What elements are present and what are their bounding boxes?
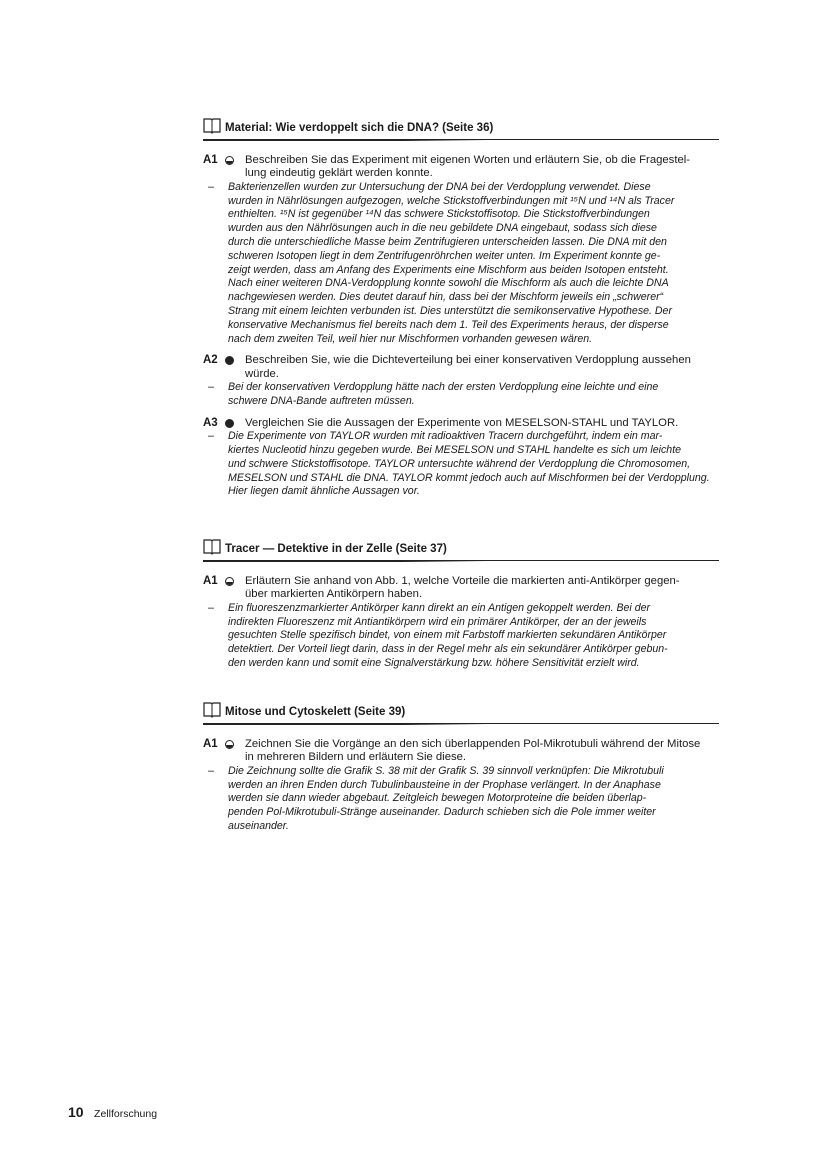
difficulty-half-circle-icon	[225, 740, 234, 749]
task-answer	[208, 381, 719, 409]
section-tracer	[203, 539, 719, 671]
question-line: lung eindeutig geklärt werden konnte.	[245, 167, 433, 180]
answer-line: detektiert. Der Vorteil liegt darin, dass in der Regel mehr als ein sekundärer Antikörper gebun-	[228, 643, 668, 656]
book-icon	[203, 702, 221, 718]
answer-line: enthielten. ¹⁵N ist gegenüber ¹⁴N das schwere Stickstoffisotop. Die Stickstoffverbindungen	[228, 208, 650, 221]
answer-line: Die Zeichnung sollte die Grafik S. 38 mit der Grafik S. 39 sinnvoll verknüpfen: Die Mikrotubuli	[228, 764, 664, 777]
task-a3	[203, 417, 719, 499]
question-line: Vergleichen Sie die Aussagen der Experimente von MESELSON-STAHL und TAYLOR.	[245, 416, 679, 429]
task-id: A1	[203, 738, 218, 750]
section-header	[203, 702, 719, 726]
answer-line: zeigt werden, dass am Anfang des Experiments eine Mischform aus beiden Isotopen entsteht.	[228, 263, 669, 276]
answer-line: nach dem zweiten Teil, weil hier nur Mischformen vorhanden gewesen wären.	[228, 332, 593, 345]
answer-line: auseinander.	[228, 820, 289, 832]
section-mitosis-cytoskeleton	[203, 702, 719, 834]
section-header	[203, 118, 719, 142]
task-question	[245, 354, 719, 381]
section-title: Mitose und Cytoskelett (Seite 39)	[225, 706, 406, 718]
task-question	[245, 154, 719, 181]
answer-dash-marker: –	[208, 180, 214, 193]
question-line: Beschreiben Sie, wie die Dichteverteilung bei einer konservativen Verdopplung aussehen	[245, 354, 691, 367]
answer-dash-marker: –	[208, 601, 214, 614]
task-answer	[208, 180, 719, 347]
answer-line: Die Experimente von TAYLOR wurden mit radioaktiven Tracern durchgeführt, indem ein mar-	[228, 430, 663, 443]
task-a1	[203, 154, 719, 346]
difficulty-half-circle-icon	[225, 156, 234, 165]
answer-line: durch die unterschiedliche Masse beim Zentrifugieren unterscheiden lassen. Die DNA mit den	[228, 236, 667, 248]
answer-line: Nach einer weiteren DNA-Verdopplung konnte sowohl die Mischform als auch die leichte DNA	[228, 277, 669, 290]
answer-line: kiertes Nucleotid hinzu gegeben wurde. Bei MESELSON und STAHL handelte es sich um leichte	[228, 443, 682, 456]
answer-line: Bei der konservativen Verdopplung hätte nach der ersten Verdopplung eine leichte und eine	[228, 381, 659, 394]
task-id: A3	[203, 416, 218, 429]
answer-line: nachgewiesen werden. Dies deutet darauf hin, dass bei der Mischform jeweils ein „schwerer“	[228, 291, 664, 304]
task-a1	[203, 575, 719, 671]
section-divider-accent	[203, 723, 487, 725]
difficulty-full-circle-icon	[225, 356, 234, 365]
question-line: Erläutern Sie anhand von Abb. 1, welche Vorteile die markierten anti-Antikörper gegen-	[245, 575, 680, 587]
answer-dash-marker: –	[208, 764, 214, 777]
answer-line: konservative Mechanismus fiel bereits nach dem 1. Teil des Experiments heraus, der disperse	[228, 318, 669, 331]
task-answer	[208, 430, 719, 499]
answer-line: wurden in Nährlösungen aufgezogen, welche Stickstoffverbindungen mit ¹⁵N und ¹⁴N als Tracer	[228, 194, 675, 207]
task-question	[245, 575, 719, 602]
task-id: A1	[203, 154, 218, 166]
question-line: Beschreiben Sie das Experiment mit eigenen Worten und erläutern Sie, ob die Fragestel-	[245, 154, 691, 166]
difficulty-full-circle-icon	[225, 419, 234, 428]
section-divider-accent	[203, 139, 487, 141]
answer-line: gesuchten Stelle spezifisch bindet, von einem mit Farbstoff markierten sekundären Antikörper	[228, 629, 667, 642]
difficulty-half-circle-icon	[225, 577, 234, 586]
section-title: Material: Wie verdoppelt sich die DNA? (Seite 36)	[225, 122, 494, 134]
task-id: A1	[203, 575, 218, 587]
answer-line: schweren Isotopen liegt in dem Zentrifugenröhrchen weiter unten. Im Experiment konnte ge-	[228, 249, 661, 262]
answer-line: MESELSON und STAHL die DNA. TAYLOR kommt jedoch auch auf Mischformen bei der Verdopplung.	[228, 471, 710, 484]
question-line: würde.	[245, 367, 279, 380]
question-line: über markierten Antikörpern haben.	[245, 588, 423, 601]
task-id: A2	[203, 354, 218, 367]
answer-line: werden an ihren Enden durch Tubulinbausteine in der Prophase verlängert. In der Anaphase	[228, 778, 661, 791]
section-divider-accent	[203, 560, 487, 562]
answer-line: den werden kann und somit eine Signalverstärkung bzw. höhere Sensitivität erzielt wird.	[228, 657, 640, 669]
book-icon	[203, 118, 221, 134]
question-line: in mehreren Bildern und erläutern Sie diese.	[245, 751, 467, 764]
answer-line: Ein fluoreszenzmarkierter Antikörper kann direkt an ein Antigen gekoppelt werden. Bei der	[228, 601, 651, 614]
answer-line: schwere DNA-Bande auftreten müssen.	[228, 394, 415, 407]
answer-dash-marker: –	[208, 430, 214, 443]
answer-line: werden sie dann wieder abgebaut. Zeitgleich bewegen Motorproteine die beiden überlap-	[228, 792, 647, 805]
task-answer	[208, 601, 719, 671]
question-line: Zeichnen Sie die Vorgänge an den sich überlappenden Pol-Mikrotubuli während der Mitose	[245, 738, 701, 750]
answer-line: Strang mit einem leichten verbunden ist. Dies unterstützt die semikonservative Hypothese. Der	[228, 304, 672, 317]
answer-line: indirekten Fluoreszenz mit Antiantikörpern wird ein primärer Antikörper, der an der jeweils	[228, 615, 647, 628]
task-a1	[203, 738, 719, 834]
page-footer	[68, 1104, 157, 1122]
task-answer	[208, 764, 719, 834]
task-question	[245, 738, 719, 765]
answer-dash-marker: –	[208, 381, 214, 394]
task-a2	[203, 354, 719, 408]
answer-line: und schwere Stickstoffisotope. TAYLOR untersuchte während der Verdopplung die Chromosomen,	[228, 457, 691, 470]
chapter-title: Zellforschung	[94, 1108, 158, 1120]
task-question	[245, 417, 719, 430]
section-title: Tracer — Detektive in der Zelle (Seite 37)	[225, 543, 447, 555]
answer-line: Bakterienzellen wurden zur Untersuchung der DNA bei der Verdopplung verwendet. Diese	[228, 180, 651, 193]
answer-line: wurden aus den Nährlösungen auch in die neu gebildete DNA eingebaut, sodass sich diese	[228, 222, 657, 235]
section-header	[203, 539, 719, 563]
section-dna-replication	[203, 118, 719, 499]
book-icon	[203, 539, 221, 555]
answer-line: Hier liegen damit ähnliche Aussagen vor.	[228, 485, 420, 498]
page-number: 10	[68, 1104, 84, 1120]
answer-line: penden Pol-Mikrotubuli-Stränge auseinander. Dadurch schieben sich die Pole immer weiter	[228, 806, 656, 819]
